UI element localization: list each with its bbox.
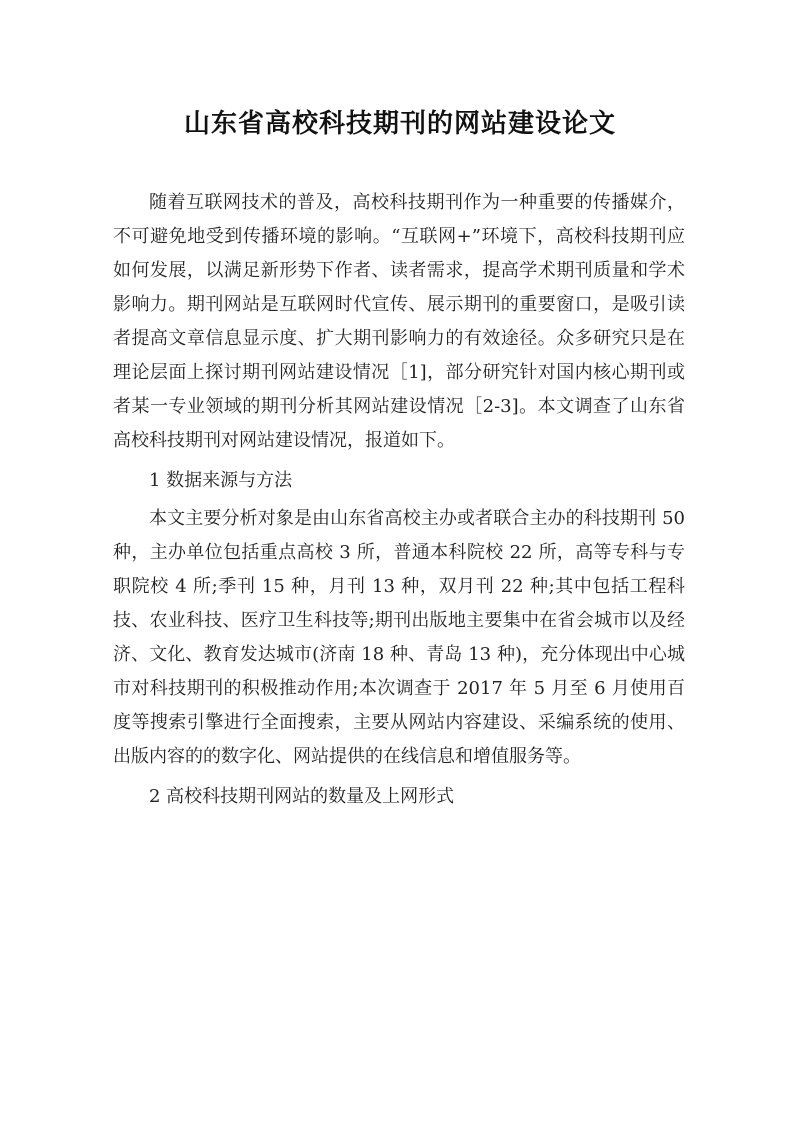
section-heading-2: 2 高校科技期刊网站的数量及上网形式 — [149, 786, 455, 807]
intro-paragraph: 随着互联网技术的普及，高校科技期刊作为一种重要的传播媒介，不可避免地受到传播环境的影响。“互联网+”环境下，高校科技期刊应如何发展，以满足新形势下作者、读者需求，提高学术期刊质量和学术影响力。期刊网站是互联网时代宣传、展示期刊的重要窗口，是吸引读者提高文章信息显示度、扩大期刊影响力的有效途径。众多研究只是在理论层面上探讨期刊网站建设情况［1]，部分研究针对国内核心期刊或者某一专业领域的期刊分析其网站建设情况［2-3]。本文调查了山东省高校科技期刊对网站建设情况，报道如下。 — [113, 192, 685, 451]
document-title: 山东省高校科技期刊的网站建设论文 — [183, 109, 616, 139]
document-body — [113, 186, 685, 818]
methods-paragraph: 本文主要分析对象是由山东省高校主办或者联合主办的科技期刊 50 种，主办单位包括重点高校 3 所，普通本科院校 22 所，高等专科与专职院校 4 所;季刊 15 种，月刊 13 种，双月刊 22 种;其中包括工程科技、农业科技、医疗卫生科技等;期刊出版地主要集中在省会城市以及经济、文化、教育发达城市(济南 18 种、青岛 13 种)，充分体现出中心城市对科技期刊的积极推动作用;本次调查于 2017 年 5 月至 6 月使用百度等搜索引擎进行全面搜索，主要从网站内容建设、采编系统的使用、出版内容的的数字化、网站提供的在线信息和增值服务等。 — [113, 508, 685, 767]
section-heading-1: 1 数据来源与方法 — [149, 470, 293, 491]
